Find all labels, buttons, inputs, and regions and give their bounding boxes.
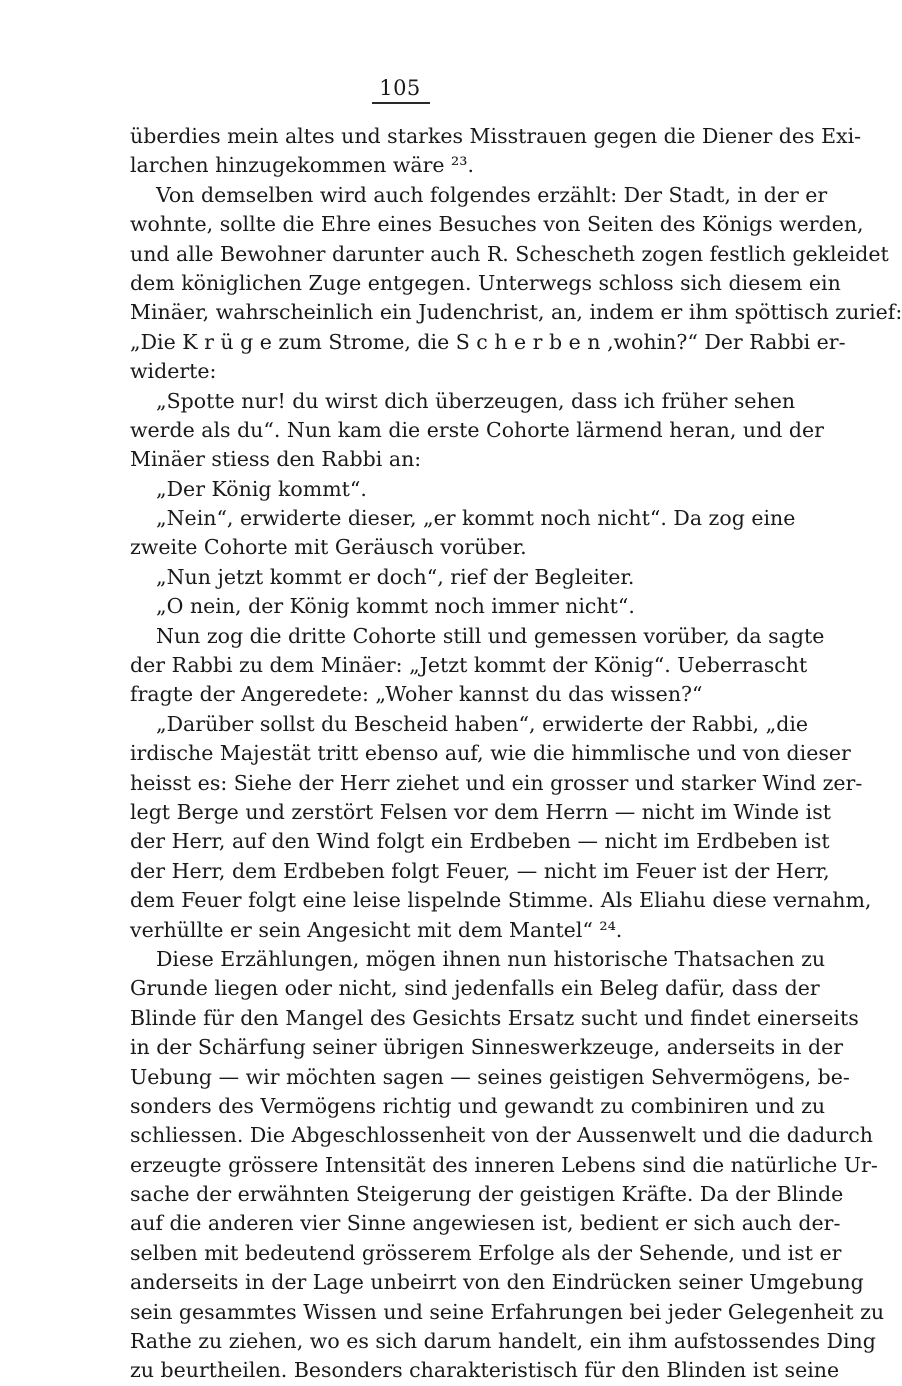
text-line: verhüllte er sein Angesicht mit dem Mantel“ ²⁴. <box>130 917 623 942</box>
text-line: dem königlichen Zuge entgegen. Unterwegs schloss sich diesem ein <box>130 270 841 295</box>
text-line: Grunde liegen oder nicht, sind jedenfalls ein Beleg dafür, dass der <box>130 976 820 1001</box>
text-line: widerte: <box>130 359 217 384</box>
text-line: „Der König kommt“. <box>156 476 367 501</box>
text-line: „Spotte nur! du wirst dich überzeugen, dass ich früher sehen <box>156 388 796 413</box>
text-line: Minäer stiess den Rabbi an: <box>130 447 422 472</box>
body-text <box>130 122 902 1386</box>
text-line: der Herr, dem Erdbeben folgt Feuer, — nicht im Feuer ist der Herr, <box>130 858 830 883</box>
text-line: zu beurtheilen. Besonders charakteristisch für den Blinden ist seine <box>130 1358 840 1383</box>
text-line: sache der erwähnten Steigerung der geistigen Kräfte. Da der Blinde <box>130 1182 844 1207</box>
text-line: Minäer, wahrscheinlich ein Judenchrist, an, indem er ihm spöttisch zurief: <box>130 300 902 325</box>
text-line: irdische Majestät tritt ebenso auf, wie die himmlische und von dieser <box>130 741 851 766</box>
text-line: der Herr, auf den Wind folgt ein Erdbeben — nicht im Erdbeben ist <box>130 829 830 854</box>
text-line: „Die K r ü g e zum Strome, die S c h e r b e n ‚wohin?“ Der Rabbi er- <box>130 329 846 354</box>
text-line: Diese Erzählungen, mögen ihnen nun historische Thatsachen zu <box>156 946 826 971</box>
text-line: Blinde für den Mangel des Gesichts Ersatz sucht und findet einerseits <box>130 1005 859 1030</box>
text-line: anderseits in der Lage unbeirrt von den Eindrücken seiner Umgebung <box>130 1270 864 1295</box>
text-line: dem Feuer folgt eine leise lispelnde Stimme. Als Eliahu diese vernahm, <box>130 888 872 913</box>
text-line: Nun zog die dritte Cohorte still und gemessen vorüber, da sagte <box>156 623 825 648</box>
text-line: sonders des Vermögens richtig und gewandt zu combiniren und zu <box>130 1093 826 1118</box>
text-line: „Nein“, erwiderte dieser, „er kommt noch nicht“. Da zog eine <box>156 506 796 531</box>
text-line: sein gesammtes Wissen und seine Erfahrungen bei jeder Gelegenheit zu <box>130 1299 885 1324</box>
text-line: werde als du“. Nun kam die erste Cohorte lärmend heran, und der <box>130 417 824 442</box>
text-line: „O nein, der König kommt noch immer nicht“. <box>156 594 635 619</box>
page-number: 105 <box>379 76 421 100</box>
text-line: legt Berge und zerstört Felsen vor dem Herrn — nicht im Winde ist <box>130 799 831 824</box>
text-line: heisst es: Siehe der Herr ziehet und ein grosser und starker Wind zer- <box>130 770 863 795</box>
text-line: zweite Cohorte mit Geräusch vorüber. <box>130 535 527 560</box>
text-line: auf die anderen vier Sinne angewiesen ist, bedient er sich auch der- <box>130 1211 841 1236</box>
text-line: in der Schärfung seiner übrigen Sinneswerkzeuge, anderseits in der <box>130 1035 844 1060</box>
text-line: larchen hinzugekommen wäre ²³. <box>130 153 474 178</box>
text-line: „Darüber sollst du Bescheid haben“, erwiderte der Rabbi, „die <box>156 711 809 736</box>
text-line: und alle Bewohner darunter auch R. Schescheth zogen festlich gekleidet <box>130 241 889 266</box>
text-line: wohnte, sollte die Ehre eines Besuches von Seiten des Königs werden, <box>130 212 864 237</box>
page-number-underline <box>372 102 430 104</box>
text-line: überdies mein altes und starkes Misstrauen gegen die Diener des Exi- <box>130 124 862 148</box>
text-line: Von demselben wird auch folgendes erzählt: Der Stadt, in der er <box>156 182 828 207</box>
text-line: erzeugte grössere Intensität des inneren Lebens sind die natürliche Ur- <box>130 1152 878 1177</box>
text-line: der Rabbi zu dem Minäer: „Jetzt kommt der König“. Ueberrascht <box>130 653 808 678</box>
text-line: Uebung — wir möchten sagen — seines geistigen Sehvermögens, be- <box>130 1064 850 1089</box>
text-line: „Nun jetzt kommt er doch“, rief der Begleiter. <box>156 564 635 589</box>
text-line: fragte der Angeredete: „Woher kannst du das wissen?“ <box>130 682 703 707</box>
text-line: Rathe zu ziehen, wo es sich darum handelt, ein ihm aufstossendes Ding <box>130 1329 876 1354</box>
text-line: selben mit bedeutend grösserem Erfolge als der Sehende, und ist er <box>130 1240 842 1265</box>
text-line: schliessen. Die Abgeschlossenheit von der Aussenwelt und die dadurch <box>130 1123 873 1148</box>
